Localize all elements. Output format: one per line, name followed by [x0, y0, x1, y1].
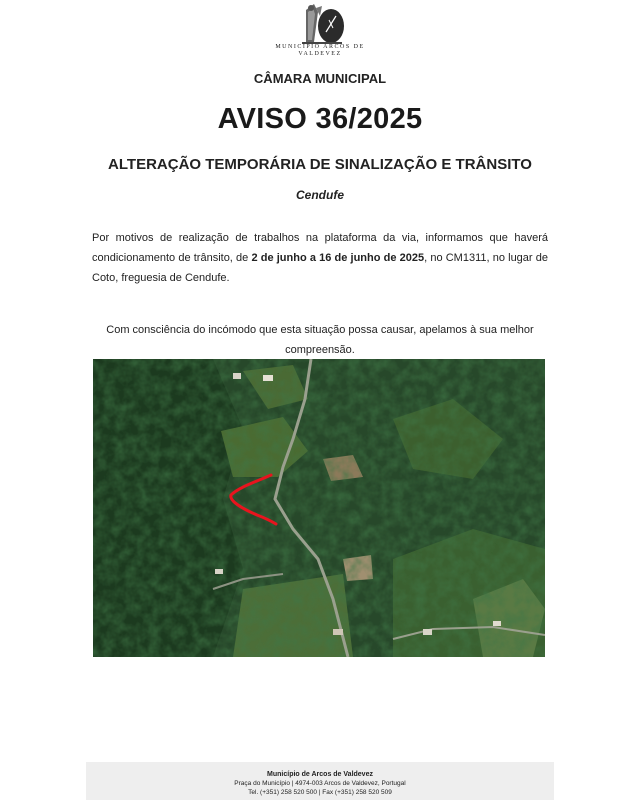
notice-body — [92, 228, 548, 288]
body-text-before: Por motivos de realização de trabalhos na plataforma da via, informamos que haverá condicionamento de trânsito, de — [92, 232, 548, 264]
notice-location: Cendufe — [296, 188, 344, 202]
footer-municipality-name: Município de Arcos de Valdevez — [267, 771, 373, 778]
coat-of-arms-icon — [302, 4, 344, 44]
body-dates: 2 de junho a 16 de junho de 2025 — [251, 252, 425, 264]
logo-text: MUNICÍPIO ARCOS DE VALDEVEZ — [275, 44, 365, 57]
organization-name: CÂMARA MUNICIPAL — [253, 71, 387, 86]
notice-title: AVISO 36/2025 — [217, 103, 423, 135]
notice-subtitle: ALTERAÇÃO TEMPORÁRIA DE SINALIZAÇÃO E TRÂNSITO — [108, 156, 532, 173]
footer-address: Praça do Município | 4974-003 Arcos de Valdevez, Portugal — [234, 780, 406, 787]
page-footer — [86, 762, 554, 800]
footer-contacts: Tel. (+351) 258 520 500 | Fax (+351) 258 520 509 — [248, 789, 392, 796]
body-text-after: , no CM1311, no lugar de Coto, freguesia de Cendufe. — [92, 252, 548, 284]
satellite-map — [93, 359, 545, 657]
notice-closing: Com consciência do incómodo que esta situação possa causar, apelamos à sua melhor compreensão. — [106, 324, 534, 356]
